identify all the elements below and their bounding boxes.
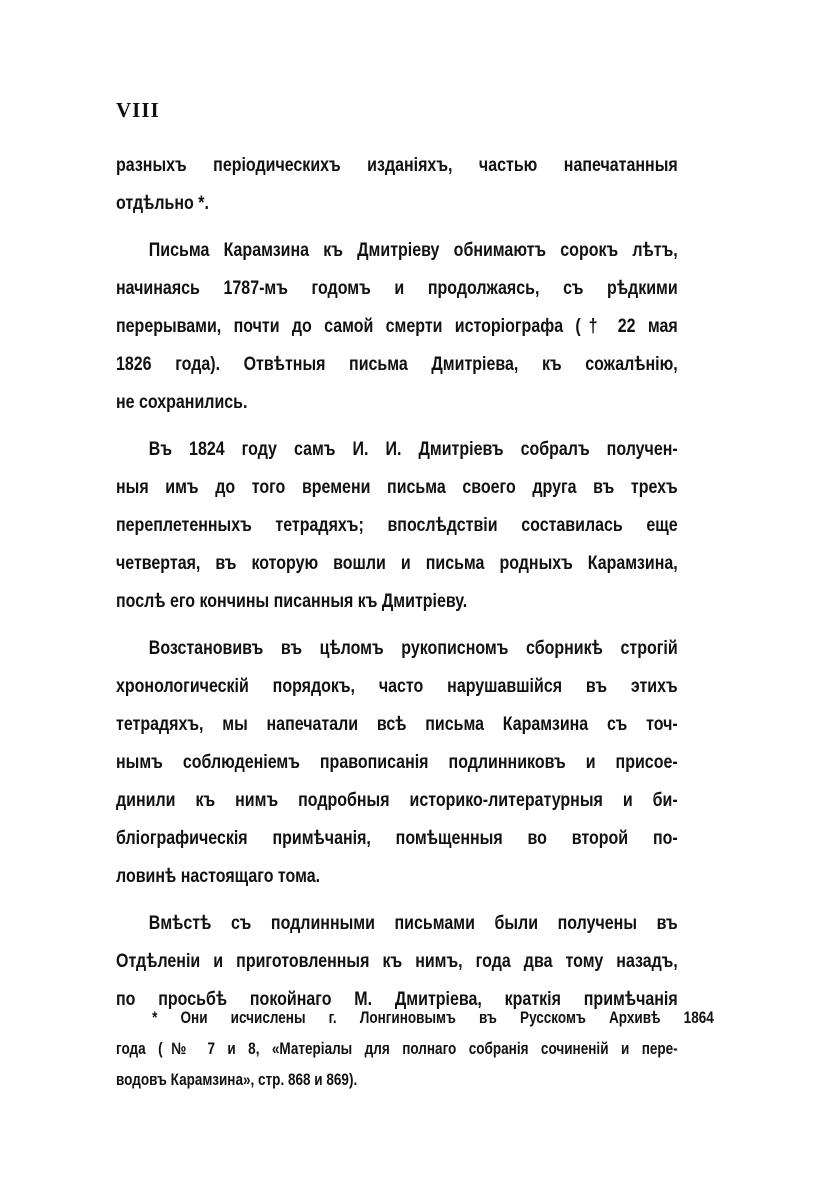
footnote bbox=[116, 1003, 714, 1096]
footnote-line: водовъ Карамзина», стр. 868 и 869). bbox=[116, 1071, 358, 1089]
text-line: тетрадяхъ, мы напечатали всѣ письма Карамзина съ точ- bbox=[116, 713, 678, 735]
paragraph-4 bbox=[116, 629, 678, 895]
footnote-line: года (№ 7 и 8, «Матеріалы для полнаго собранія сочиненій и пере- bbox=[116, 1040, 678, 1058]
text-line: 1826 года). Отвѣтныя письма Дмитріева, къ сожалѣнію, bbox=[116, 353, 678, 375]
paragraph-1 bbox=[116, 146, 678, 222]
text-line: Письма Карамзина къ Дмитріеву обнимаютъ сорокъ лѣтъ, bbox=[148, 239, 678, 261]
text-line: нымъ соблюденіемъ правописанія подлинниковъ и присое- bbox=[116, 751, 678, 773]
text-line: разныхъ періодическихъ изданіяхъ, частью напечатанныя bbox=[116, 154, 678, 176]
text-line: не сохранились. bbox=[116, 391, 248, 413]
footnote-line: * Они исчислены г. Лонгиновымъ въ Русскомъ Архивѣ 1864 bbox=[152, 1009, 714, 1027]
page-number: VIII bbox=[116, 98, 160, 122]
body-text bbox=[116, 146, 678, 1018]
text-line: Отдѣленіи и приготовленныя къ нимъ, года два тому назадъ, bbox=[116, 950, 678, 972]
text-line: Возстановивъ въ цѣломъ рукописномъ сборникѣ строгій bbox=[148, 637, 678, 659]
text-line: Вмѣстѣ съ подлинными письмами были получены въ bbox=[148, 912, 678, 934]
text-line: четвертая, въ которую вошли и письма родныхъ Карамзина, bbox=[116, 552, 678, 574]
paragraph-2 bbox=[116, 231, 678, 421]
text-line: Въ 1824 году самъ И. И. Дмитріевъ собралъ получен- bbox=[148, 438, 678, 460]
text-line: по просьбѣ покойнаго М. Дмитріева, краткія примѣчанія bbox=[116, 988, 678, 1010]
text-line: ныя имъ до того времени письма своего друга въ трехъ bbox=[116, 476, 678, 498]
text-line: перерывами, почти до самой смерти исторіографа († 22 мая bbox=[116, 315, 678, 337]
text-line: отдѣльно *. bbox=[116, 192, 209, 214]
text-line: начинаясь 1787-мъ годомъ и продолжаясь, съ рѣдкими bbox=[116, 277, 678, 299]
paragraph-5 bbox=[116, 904, 678, 1018]
text-line: ловинѣ настоящаго тома. bbox=[116, 865, 321, 887]
text-line: бліографическія примѣчанія, помѣщенныя во второй по- bbox=[116, 827, 678, 849]
text-line: переплетенныхъ тетрадяхъ; впослѣдствіи составилась еще bbox=[116, 514, 678, 536]
text-line: динили къ нимъ подробныя историко-литературныя и би- bbox=[116, 789, 678, 811]
text-line: послѣ его кончины писанныя къ Дмитріеву. bbox=[116, 590, 468, 612]
paragraph-3 bbox=[116, 430, 678, 620]
text-line: хронологическій порядокъ, часто нарушавшійся въ этихъ bbox=[116, 675, 678, 697]
